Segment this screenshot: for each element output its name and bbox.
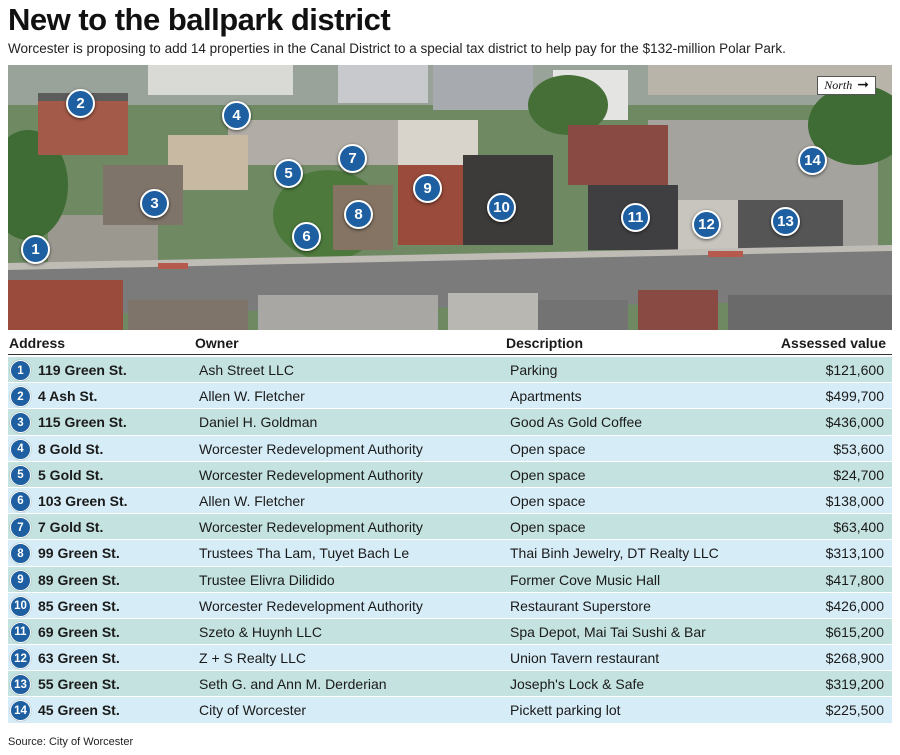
row-assessed-value: $138,000: [825, 492, 884, 509]
row-description: Union Tavern restaurant: [510, 650, 660, 667]
row-address: 5 Gold St.: [38, 466, 104, 483]
row-description: Restaurant Superstore: [510, 597, 651, 614]
row-address: 99 Green St.: [38, 545, 120, 562]
row-number-badge: 11: [10, 622, 31, 643]
row-number-badge: 12: [10, 648, 31, 669]
map-marker-4: 4: [222, 101, 251, 130]
row-owner: Trustees Tha Lam, Tuyet Bach Le: [199, 545, 410, 562]
table-row: [8, 593, 892, 619]
table-row: [8, 514, 892, 540]
map-marker-13: 13: [771, 207, 800, 236]
north-arrow-icon: ➞: [857, 77, 869, 93]
row-assessed-value: $436,000: [825, 414, 884, 431]
row-assessed-value: $417,800: [825, 571, 884, 588]
row-description: Open space: [510, 492, 586, 509]
row-description: Former Cove Music Hall: [510, 571, 661, 588]
row-description: Apartments: [510, 388, 582, 405]
table-row: [8, 488, 892, 514]
row-address: 45 Green St.: [38, 702, 120, 719]
row-number-badge: 7: [10, 517, 31, 538]
row-assessed-value: $63,400: [833, 519, 884, 536]
map-marker-8: 8: [344, 200, 373, 229]
row-number-badge: 3: [10, 412, 31, 433]
page-subtitle: Worcester is proposing to add 14 properties in the Canal District to a special tax district to help pay for the $132-million Polar Park.: [8, 41, 786, 56]
table-row: [8, 645, 892, 671]
row-description: Pickett parking lot: [510, 702, 621, 719]
row-assessed-value: $53,600: [833, 440, 884, 457]
header-description: Description: [506, 335, 584, 351]
header-assessed-value: Assessed value: [780, 335, 886, 351]
map-marker-7: 7: [338, 144, 367, 173]
row-number-badge: 2: [10, 386, 31, 407]
row-description: Open space: [510, 466, 586, 483]
map-marker-1: 1: [21, 235, 50, 264]
property-table: [8, 357, 892, 724]
map-marker-3: 3: [140, 189, 169, 218]
row-owner: Worcester Redevelopment Authority: [199, 519, 423, 536]
north-label: North: [824, 78, 853, 92]
row-owner: Worcester Redevelopment Authority: [199, 466, 423, 483]
row-description: Thai Binh Jewelry, DT Realty LLC: [510, 545, 719, 562]
row-assessed-value: $121,600: [825, 362, 884, 378]
row-address: 89 Green St.: [38, 571, 120, 588]
table-row: [8, 619, 892, 645]
row-description: Good As Gold Coffee: [510, 414, 643, 431]
row-owner: Worcester Redevelopment Authority: [199, 597, 423, 614]
table-row: [8, 409, 892, 435]
map-marker-5: 5: [274, 159, 303, 188]
row-description: Joseph's Lock & Safe: [510, 676, 645, 693]
north-indicator: [817, 76, 876, 95]
row-description: Open space: [510, 519, 586, 536]
row-description: Parking: [510, 362, 558, 378]
row-owner: Worcester Redevelopment Authority: [199, 440, 423, 457]
source-note: Source: City of Worcester: [8, 736, 134, 748]
row-number-badge: 5: [10, 465, 31, 486]
header-address: Address: [9, 335, 66, 351]
row-number-badge: 13: [10, 674, 31, 695]
map-marker-14: 14: [798, 146, 827, 175]
row-address: 55 Green St.: [38, 676, 120, 693]
table-row: [8, 697, 892, 723]
map-marker-9: 9: [413, 174, 442, 203]
aerial-photo: [8, 65, 892, 330]
map-marker-6: 6: [292, 222, 321, 251]
page-title: New to the ballpark district: [8, 2, 391, 37]
row-assessed-value: $319,200: [825, 676, 884, 693]
table-row: [8, 436, 892, 462]
row-number-badge: 9: [10, 570, 31, 591]
row-owner: Ash Street LLC: [199, 362, 294, 378]
row-address: 63 Green St.: [38, 650, 120, 667]
row-owner: Szeto & Huynh LLC: [199, 623, 322, 640]
row-description: Spa Depot, Mai Tai Sushi & Bar: [510, 623, 706, 640]
row-owner: Z + S Realty LLC: [199, 650, 306, 667]
row-owner: Trustee Elivra Dilidido: [199, 571, 335, 588]
table-row: [8, 671, 892, 697]
row-assessed-value: $225,500: [825, 702, 884, 719]
row-address: 4 Ash St.: [38, 388, 98, 405]
row-number-badge: 8: [10, 543, 31, 564]
table-row: [8, 567, 892, 593]
row-owner: Seth G. and Ann M. Derderian: [199, 676, 387, 693]
row-address: 85 Green St.: [38, 597, 120, 614]
row-assessed-value: $313,100: [825, 545, 884, 562]
table-row: [8, 462, 892, 488]
map-marker-2: 2: [66, 89, 95, 118]
row-assessed-value: $615,200: [825, 623, 884, 640]
table-row: [8, 357, 892, 383]
row-description: Open space: [510, 440, 586, 457]
row-number-badge: 4: [10, 439, 31, 460]
row-address: 103 Green St.: [38, 492, 128, 509]
header-owner: Owner: [195, 335, 239, 351]
row-number-badge: 1: [10, 360, 31, 381]
row-owner: Allen W. Fletcher: [199, 492, 305, 509]
table-row: [8, 383, 892, 409]
row-assessed-value: $268,900: [825, 650, 884, 667]
row-address: 69 Green St.: [38, 623, 120, 640]
row-address: 7 Gold St.: [38, 519, 104, 536]
map-marker-10: 10: [487, 193, 516, 222]
row-address: 8 Gold St.: [38, 440, 104, 457]
row-owner: City of Worcester: [199, 702, 307, 719]
table-row: [8, 540, 892, 566]
row-owner: Allen W. Fletcher: [199, 388, 305, 405]
row-number-badge: 6: [10, 491, 31, 512]
table-header: [8, 333, 892, 355]
row-address: 115 Green St.: [38, 414, 127, 431]
row-owner: Daniel H. Goldman: [199, 414, 318, 431]
map-marker-11: 11: [621, 203, 650, 232]
map-marker-12: 12: [692, 210, 721, 239]
row-address: 119 Green St.: [38, 362, 127, 378]
row-assessed-value: $24,700: [833, 466, 884, 483]
row-number-badge: 10: [10, 596, 31, 617]
row-number-badge: 14: [10, 700, 31, 721]
row-assessed-value: $499,700: [825, 388, 884, 405]
row-assessed-value: $426,000: [825, 597, 884, 614]
